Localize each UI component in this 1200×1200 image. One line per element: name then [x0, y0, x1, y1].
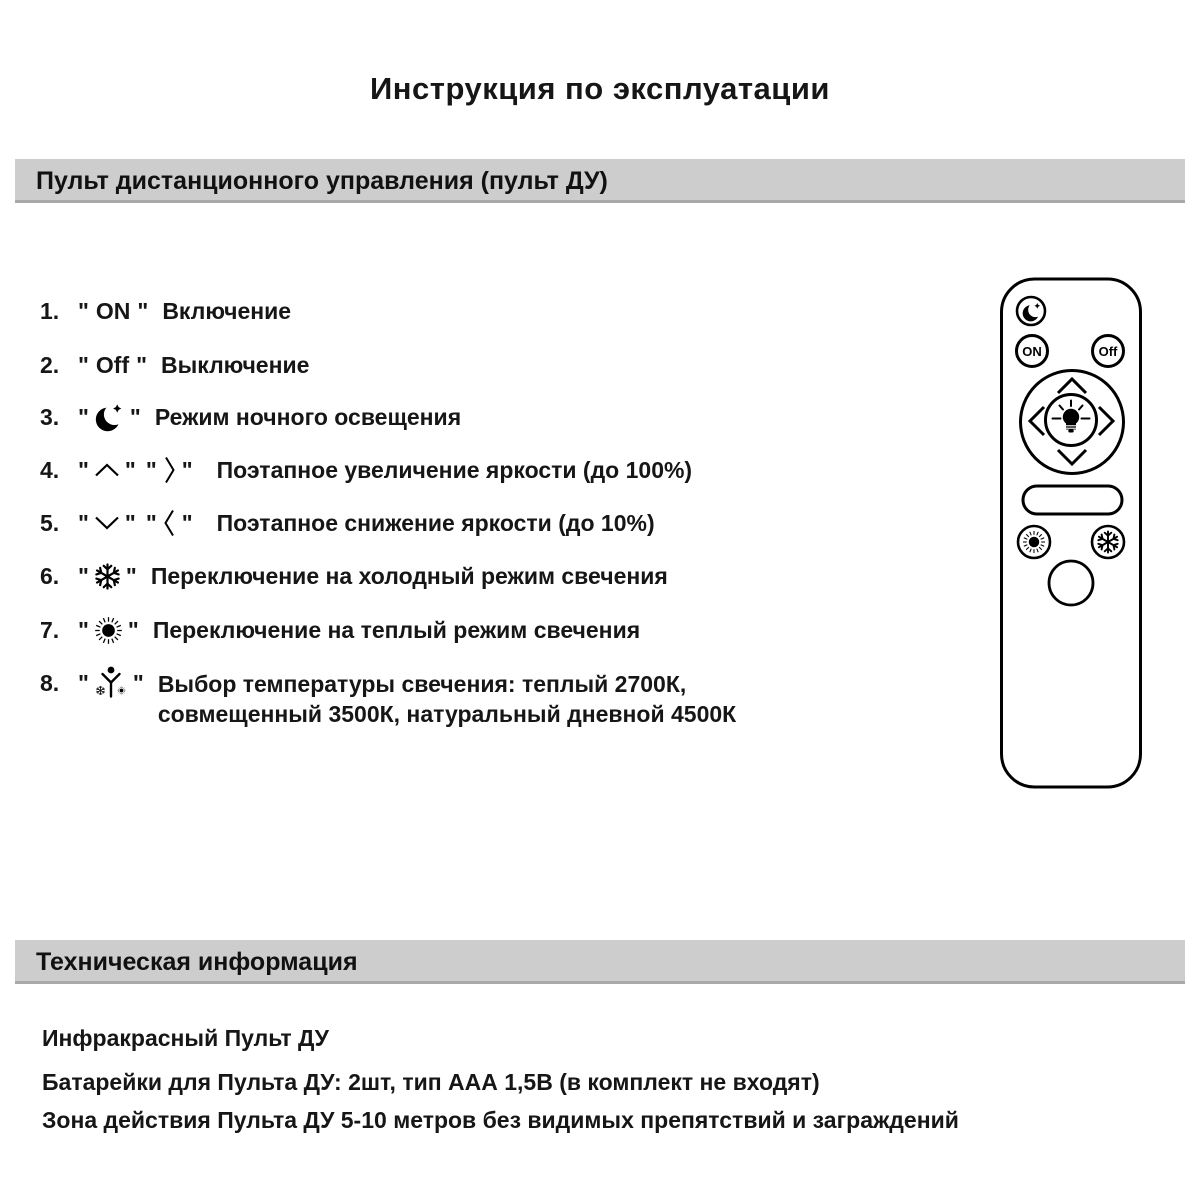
item-text: Переключение на холодный режим свечения: [150, 562, 668, 589]
item-number: 8.: [40, 669, 60, 696]
item-text-line2: совмещенный 3500К, натуральный дневной 4500К: [157, 700, 737, 727]
item-text: Выключение: [161, 351, 310, 378]
remote-illustration: [985, 262, 1160, 802]
list-item-warm-mode: 7. " " Переключение на теплый режим свечения: [40, 616, 641, 643]
on-button-label: ON: [1022, 344, 1042, 359]
section-header-remote: Пульт дистанционного управления (пульт ДУ): [15, 159, 1185, 203]
section-header-tech: Техническая информация: [15, 940, 1185, 984]
list-item-color-temperature: 8. " " Выбор температуры свечения: теплый 2700К, совмещенный 3500К, натуральный дневной 4500К: [40, 664, 736, 729]
item-number: 3.: [40, 403, 60, 430]
off-button-label: Off: [1098, 344, 1118, 359]
chevron-up-icon: [94, 462, 120, 478]
item-text: Режим ночного освещения: [154, 403, 462, 430]
moon-icon: [94, 402, 125, 432]
list-item-night-mode: 3. " " Режим ночного освещения: [40, 398, 461, 436]
item-text: Выбор температуры свечения: теплый 2700К,: [157, 671, 687, 697]
list-item-cold-mode: 6. " " Переключение на холодный режим свечения: [40, 562, 668, 589]
tech-line-range: Зона действия Пульта ДУ 5-10 метров без видимых препятствий и заграждений: [42, 1107, 959, 1133]
off-key-label: Off: [95, 351, 130, 378]
list-item-brightness-up: 4. " " " " Поэтапное увеличение яркости (до 100%): [40, 451, 692, 489]
item-number: 7.: [40, 616, 60, 643]
item-number: 5.: [40, 509, 60, 536]
list-item-on: 1. " ON " Включение: [40, 297, 292, 324]
tech-line-batteries: Батарейки для Пульта ДУ: 2шт, тип ААА 1,5В (в комплект не входят): [42, 1069, 820, 1095]
color-temp-selector-icon: [94, 664, 128, 702]
item-number: 1.: [40, 297, 60, 324]
chevron-down-icon: [94, 515, 120, 531]
item-number: 4.: [40, 456, 60, 483]
chevron-right-icon: [162, 455, 177, 485]
item-text: Поэтапное снижение яркости (до 10%): [216, 509, 655, 536]
page-title: Инструкция по эксплуатации: [370, 71, 830, 106]
snowflake-icon: [94, 563, 121, 590]
item-text: Переключение на теплый режим свечения: [152, 616, 641, 643]
sun-icon: [1023, 531, 1045, 553]
on-key-label: ON: [95, 297, 131, 324]
sun-icon: [94, 616, 123, 645]
chevron-left-icon: [162, 508, 177, 538]
tech-line-ir: Инфракрасный Пульт ДУ: [42, 1025, 329, 1051]
list-item-off: 2. " Off " Выключение: [40, 351, 310, 378]
item-text: Поэтапное увеличение яркости (до 100%): [216, 456, 693, 483]
item-number: 2.: [40, 351, 60, 378]
item-number: 6.: [40, 562, 60, 589]
list-item-brightness-down: 5. " " " " Поэтапное снижение яркости (до 10%): [40, 504, 655, 542]
item-text: Включение: [162, 297, 292, 324]
